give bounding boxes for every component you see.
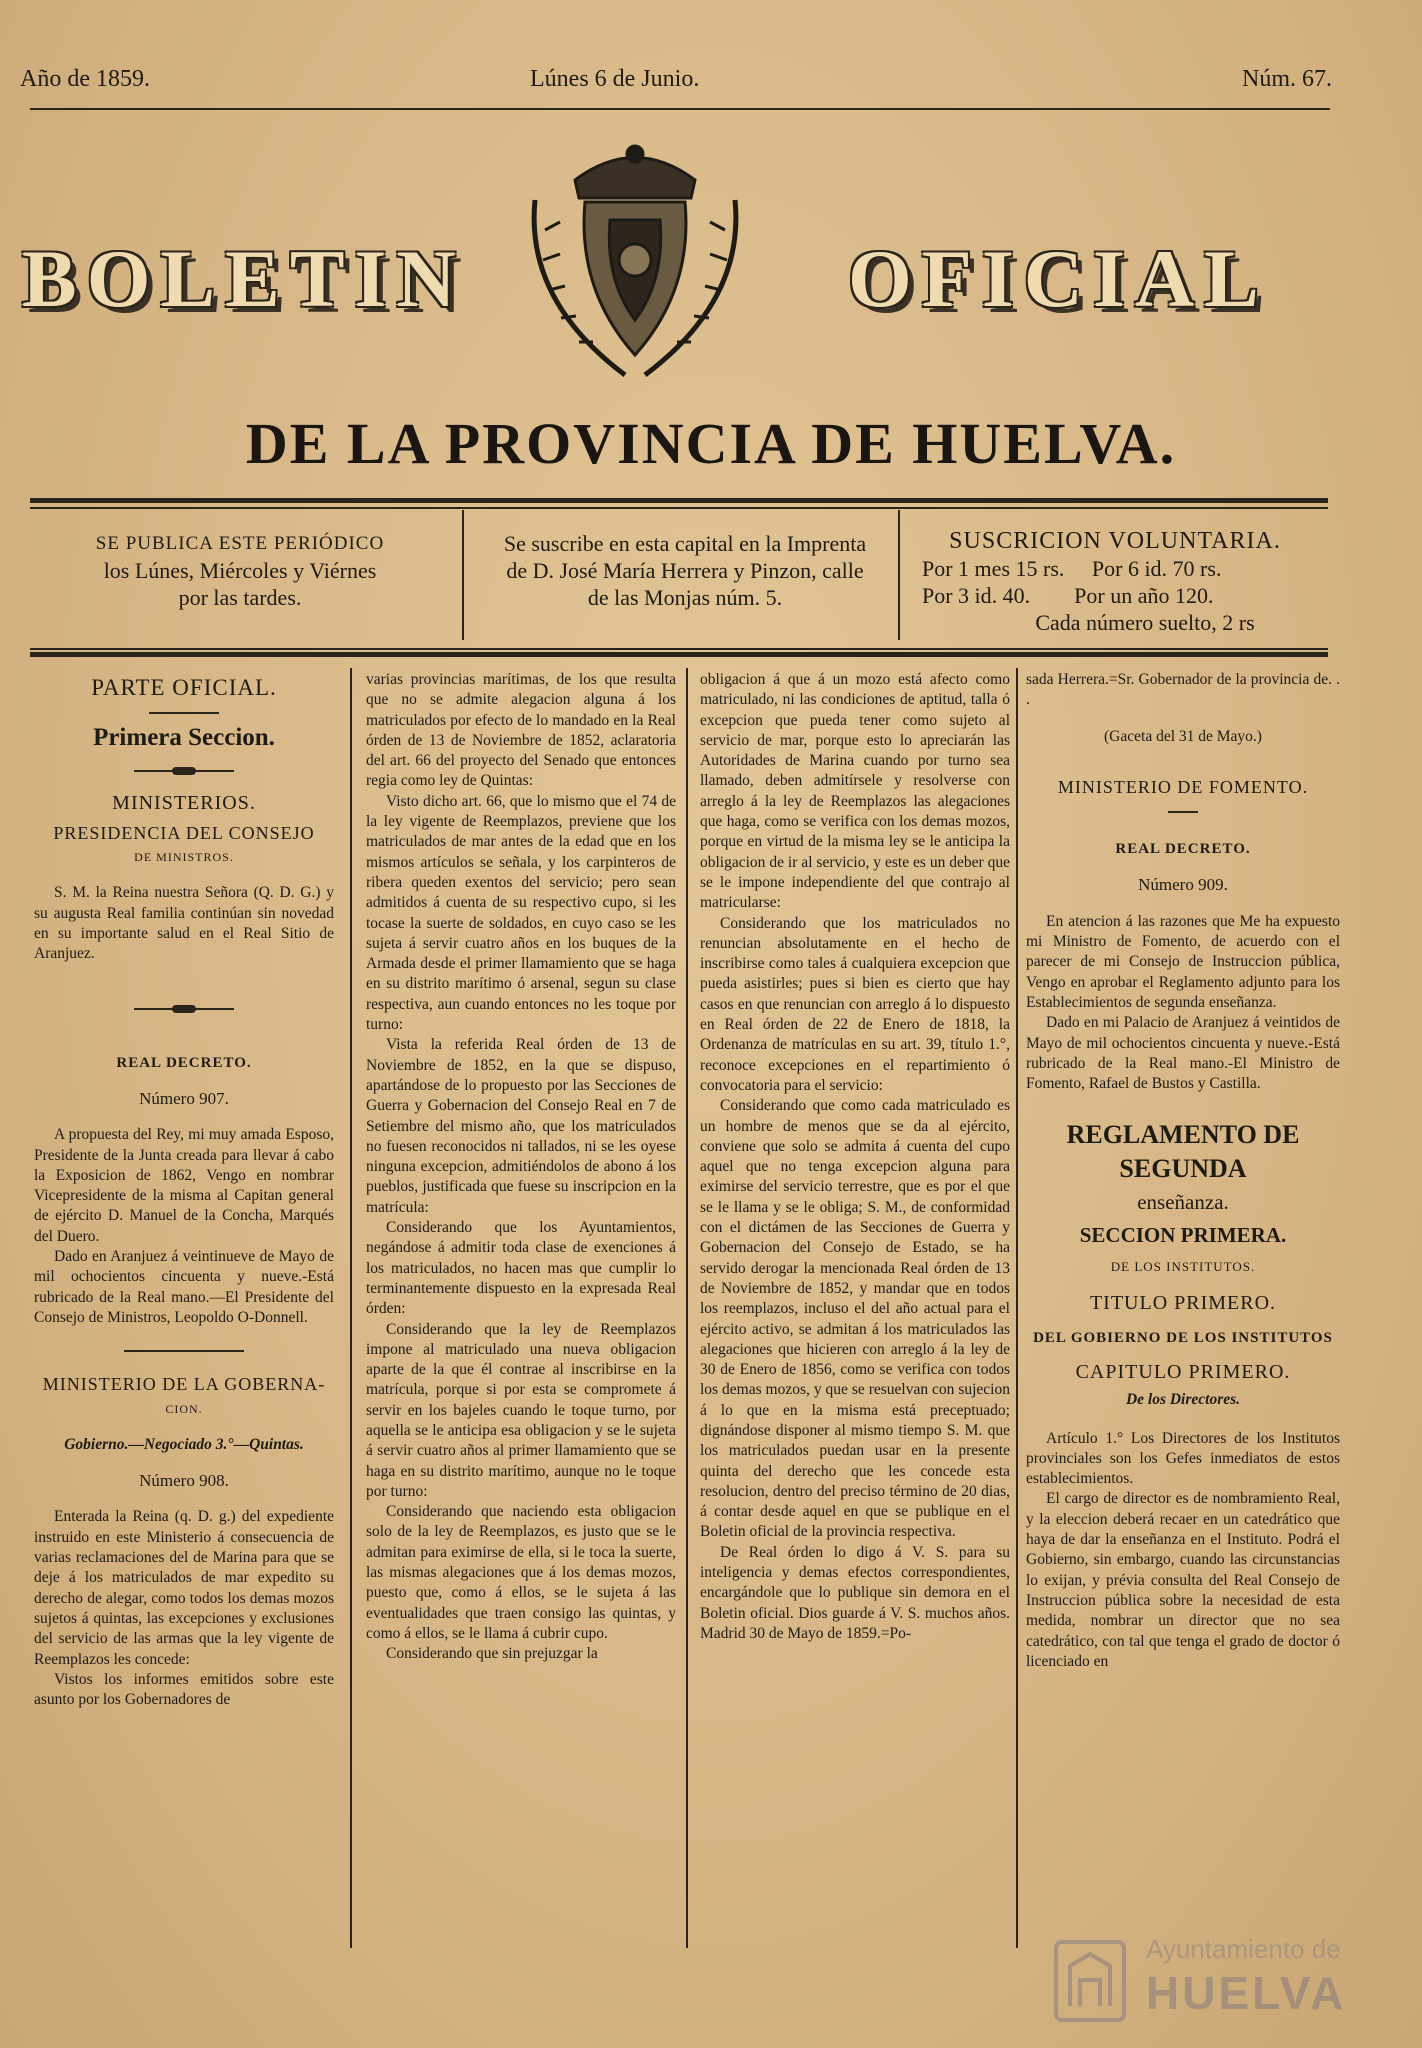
paragraph: Considerando que sin prejuzgar la [386, 1645, 598, 1663]
ornament-separator [134, 767, 234, 775]
column-rule-2 [686, 668, 688, 1948]
paragraph: Considerando que naciendo esta obligacion solo de la ley de Reemplazos, es justo que se le admitan para eximirse de ella, si le toca la suerte, las mismas alegaciones que á los demas mozos, puesto que, como á ellos, se le sujeta á las eventualidades que traen consigo las quintas, y como á ellos, se le llama á cubrir cupo. [366, 1503, 676, 1642]
column-rule-3 [1016, 668, 1018, 1948]
separator [124, 1350, 244, 1352]
paragraph: S. M. la Reina nuestra Señora (Q. D. G.) y su augusta Real familia continúan sin novedad en su importante salud en el Real Sitio de Aranjuez. [34, 884, 334, 963]
paragraph: obligacion á que á un mozo está afecto como matriculado, ni las condiciones de aptitud, talla ó excepcion que pueda tener como sujeto al servicio de mar, porque esto lo apreciarán las Autoridades de Marina cuando por turno sea llamado, deben admitírsele y resolverse con arreglo á la ley de Reemplazos las alegaciones que haga, como se verifica con los demas mozos, porque en virtud de la misma ley se le anticipa la obligacion de ir al servicio, y este es un deber que se le impone independiente del que contrajo al matricularse: [700, 671, 1010, 912]
info-divider-2 [898, 510, 900, 640]
real-decreto-heading: REAL DECRETO. [116, 1054, 252, 1071]
masthead-word-right: OFICIAL [848, 233, 1269, 324]
fomento-heading: MINISTERIO DE FOMENTO. [1057, 776, 1309, 797]
directores-heading: De los Directores. [1125, 1391, 1241, 1409]
ensenanza-heading: enseñanza. [1137, 1190, 1229, 1215]
ministerios-heading: MINISTERIOS. [112, 791, 256, 814]
paragraph: sada Herrera.=Sr. Gobernador de la provincia de. . . [1026, 671, 1340, 709]
ornament-separator [134, 1005, 234, 1013]
paragraph: varias provincias marítimas, de los que resulta que no se admite alegacion alguna á los matriculados por efecto de lo mandado en la Real órden de 13 de Noviembre de 1852, aclaratoria del art. 66 del proyecto del Senado que entonces regia como ley de Quintas: [366, 671, 676, 790]
paragraph: Considerando que la ley de Reemplazos impone al matriculado una nueva obligacion aparte de la que él contrae al inscribirse en la matrícula, porque si por esta se compromete á servir en los bajeles cuando le toque turno, por aquella se le anticipa esa obligacion y se le sujeta á servir cuatro años al primer llamamiento que se haga en su distrito marítimo, aunque no le toque por turno: [366, 1320, 676, 1500]
paragraph: A propuesta del Rey, mi muy amada Esposo, Presidente de la Junta creada para llevar á cabo la Exposicion de 1862, Vengo en nombrar Vicepresidente de la misma al Capitan general de ejército D. Manuel de la Concha, Marqués del Duero. [34, 1126, 334, 1245]
subscription-location: Se suscribe en esta capital en la Imprenta de D. José María Herrera y Pinzon, calle de las Monjas núm. 5. [503, 531, 867, 610]
paragraph: En atencion á las razones que Me ha expuesto mi Ministro de Fomento, de acuerdo con el parecer de mi Consejo de Instruccion pública, Vengo en aprobar el Reglamento adjunto para los Establecimientos de segunda enseñanza. [1026, 912, 1340, 1011]
publication-schedule: SE PUBLICA ESTE PERIÓDICO los Lúnes, Miércoles y Viérnes por las tardes. [95, 533, 385, 610]
paragraph: Considerando que como cada matriculado es un hombre de menos que se da al ejército, conviene que solo se admita á cuenta del cupo aquel que no tenga excepcion alguna para eximirse del servicio terrestre, que es por el que se le llama y se le obliga; S. M., de conformidad con el dictámen de las Secciones de Guerra y Gobernacion del Consejo de Estado, se ha servido derogar la mencionada Real órden de 13 de Noviembre de 1852, y mandar que en todos los reemplazos, incluso el del año actual para el ejército activo, se admitan á los matriculados las alegaciones que hicieren con arreglo á la ley de 30 de Enero de 1856, como se verifica con todos los demas mozos, y que se resuelvan con sujecion á lo que en la misma está preceptuado; dignándose disponer al mismo tiempo S. M. que los matriculados puedan usar en la presente quinta del derecho que les concede esta resolucion, dentro del preciso término de 20 dias, á contar desde aquel en que se publique en el Boletin oficial de la provincia respectiva. [700, 1097, 1010, 1541]
header-line [20, 62, 1332, 102]
negociado-line: Gobierno.—Negociado 3.°—Quintas. [64, 1435, 304, 1453]
watermark-line-2: HUELVA [1146, 1967, 1347, 2019]
subscription-info-box [30, 500, 1328, 652]
paragraph: Dado en mi Palacio de Aranjuez á veintidos de Mayo de mil ochocientos cincuenta y nueve.-Está rubricado de la Real mano.-El Ministro de Fomento, Rafael de Bustos y Castilla. [1026, 1014, 1340, 1093]
info-bottom-rule [30, 652, 1328, 657]
column-2 [366, 670, 676, 1950]
separator [149, 712, 219, 714]
real-decreto-heading-2: REAL DECRETO. [1115, 841, 1251, 858]
paragraph: Artículo 1.° Los Directores de los Institutos provinciales son los Gefes inmediatos de estos establecimientos. [1026, 1429, 1340, 1488]
city-logo-icon [1050, 1936, 1130, 2026]
masthead-word-left: BOLETIN [22, 233, 466, 324]
column-4 [1026, 670, 1340, 1950]
column-1 [34, 670, 334, 1950]
primera-seccion-heading: Primera Seccion. [93, 724, 275, 752]
watermark-line-1: Ayuntamiento de [1146, 1934, 1341, 1964]
header-rule [30, 108, 1330, 110]
issue-year: Año de 1859. [20, 66, 150, 92]
paragraph: Considerando que los Ayuntamientos, negándose á admitir toda clase de exenciones á los matriculados, no hacen mas que cumplir lo terminantemente dispuesto en la expresada Real órden: [366, 1219, 676, 1318]
gobierno-heading: DEL GOBIERNO DE LOS INSTITUTOS [1033, 1329, 1333, 1346]
paragraph: Considerando que los matriculados no renuncian absolutamente en el hecho de inscribirse como tales á cualquiera excepcion que pueda asistirles; pues si bien es cierto que hay casos en que renuncian con arreglo á lo dispuesto en Real órden de 22 de Enero de 1818, la Ordenanza de matrículas en su art. 39, título 1.°, reconoce excepciones en el repartimiento ó convocatoria para el servicio: [700, 914, 1010, 1094]
issue-date: Lúnes 6 de Junio. [530, 66, 700, 92]
institutos-heading: DE LOS INSTITUTOS. [1110, 1259, 1256, 1275]
paragraph: Vista la referida Real órden de 13 de Noviembre de 1852, en la que se dispuso, apartándose de lo propuesto por las Secciones de Guerra y Gobernacion del Consejo Real en 7 de Setiembre del mismo año, que los matriculados no fuesen reconocidos ni tallados, ni se les oyese ninguna excepcion, admitiéndolos de abono á los pueblos, justificada que fuese su inscripcion en la matrícula: [366, 1036, 676, 1216]
column-3 [700, 670, 1010, 1950]
presidencia-heading: PRESIDENCIA DEL CONSEJO [53, 822, 315, 843]
masthead-subtitle: DE LA PROVINCIA DE HUELVA. [245, 411, 1177, 476]
paragraph: El cargo de director es de nombramiento Real, y la eleccion deberá recaer en un catedrático que haya de dar la enseñanza en el Instituto. Podrá el Gobierno, sin embargo, cuando las circunstancias lo exijan, y prévia consulta del Real Consejo de Instruccion pública sobre la necesidad de esta medida, nombrar un director que no sea catedrático, con tal que tenga el grado de doctor ó licenciado en [1026, 1490, 1340, 1670]
paragraph: Dado en Aranjuez á veintinueve de Mayo de mil ochocientos cincuenta y nueve.-Está rubricado de la Real mano.—El Presidente del Consejo de Ministros, Leopoldo O-Donnell. [34, 1248, 334, 1326]
reglamento-heading: REGLAMENTO DE SEGUNDA [1066, 1120, 1300, 1184]
watermark [1050, 1930, 1380, 2030]
paragraph: Enterada la Reina (q. D. g.) del expediente instruido en este Ministerio á consecuencia de varias reclamaciones del de Marina para que se deje á los matriculados de mar expedito su derecho de alegar, como todos los demas mozos sujetos á quintas, las excepciones y exclusiones del servicio de las armas que la ley vigente de Reemplazos les concede: [34, 1508, 334, 1668]
masthead [0, 140, 1422, 400]
gobernacion-heading-cont: CION. [165, 1401, 203, 1416]
info-divider-1 [462, 510, 464, 640]
seccion-primera-heading: SECCION PRIMERA. [1079, 1222, 1287, 1247]
separator [1168, 811, 1198, 813]
gobernacion-heading: MINISTERIO DE LA GOBERNA- [42, 1374, 326, 1395]
royal-crest-icon [515, 140, 755, 390]
decree-number-908: Número 908. [139, 1471, 229, 1491]
subscription-prices: SUSCRICION VOLUNTARIA. Por 1 mes 15 rs. Por 6 id. 70 rs. Por 3 id. 40. Por un año 120. Cada número suelto, 2 rs [922, 528, 1281, 635]
column-rule-1 [350, 668, 352, 1948]
capitulo-heading: CAPITULO PRIMERO. [1075, 1360, 1291, 1383]
paragraph: Vistos los informes emitidos sobre este asunto por los Gobernadores de [34, 1670, 334, 1709]
issue-number: Núm. 67. [1242, 66, 1332, 92]
de-ministros-heading: DE MINISTROS. [134, 850, 234, 865]
info-bottom-rule-thin [30, 648, 1328, 650]
parte-oficial-heading: PARTE OFICIAL. [91, 675, 277, 700]
gaceta-source: (Gaceta del 31 de Mayo.) [1104, 727, 1262, 745]
titulo-heading: TITULO PRIMERO. [1089, 1292, 1277, 1315]
paragraph: De Real órden lo digo á V. S. para su inteligencia y demas efectos correspondientes, encargándole que lo publique sin demora en el Boletin oficial. Dios guarde á V. S. muchos años. Madrid 30 de Mayo de 1859.=Po- [700, 1543, 1010, 1642]
decree-number-907: Número 907. [139, 1088, 229, 1108]
paragraph: Visto dicho art. 66, que lo mismo que el 74 de la ley vigente de Reemplazos, previene que los matriculados de mar antes de la edad que en los mismos artículos se señala, y los carpinteros de ribera queden exentos del servicio; pero sean admitidos á cuenta de su respectivo cupo, si les tocase la suerte de soldados, en cuyo caso se les sujeta á servir cuatro años en los buques de la Armada desde el primer llamamiento que se haga en su distrito marítimo ó arsenal, segun su clase respectiva, aun cuando entonces no les toque por turno: [366, 792, 676, 1034]
decree-number-909: Número 909. [1138, 875, 1228, 895]
